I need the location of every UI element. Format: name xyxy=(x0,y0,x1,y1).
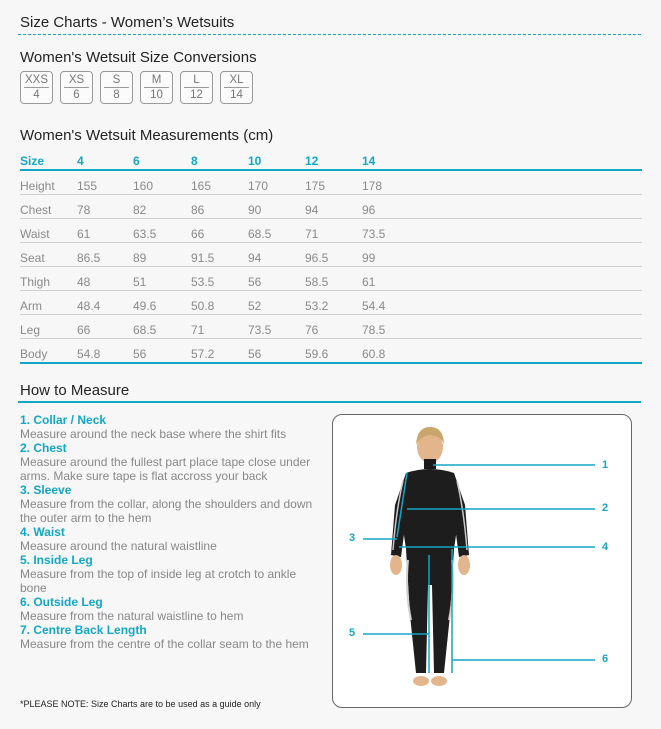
size-number: 8 xyxy=(104,87,129,103)
table-cell: 54.8 xyxy=(77,347,101,361)
table-cell: 99 xyxy=(362,251,376,265)
table-cell: 155 xyxy=(77,179,98,193)
table-cell: 76 xyxy=(305,323,319,337)
size-box-xs xyxy=(60,71,93,104)
column-header: 6 xyxy=(133,154,140,168)
step-title: 1. Collar / Neck xyxy=(20,413,107,427)
table-header-row xyxy=(20,152,642,171)
column-header: 10 xyxy=(248,154,262,168)
table-cell: 175 xyxy=(305,179,326,193)
table-cell: 89 xyxy=(133,251,147,265)
table-cell: Arm xyxy=(20,299,42,313)
size-conversion-boxes xyxy=(20,71,253,104)
table-cell: 49.6 xyxy=(133,299,157,313)
column-header: Size xyxy=(20,154,45,168)
size-chart-note: *PLEASE NOTE: Size Charts are to be used as a guide only xyxy=(20,699,261,709)
measurements-table xyxy=(20,152,642,364)
table-cell: 58.5 xyxy=(305,275,329,289)
step-outside-leg xyxy=(20,595,320,623)
step-title: 2. Chest xyxy=(20,441,67,455)
step-text: Measure from the collar, along the shoulders and down the outer arm to the hem xyxy=(20,497,313,525)
step-text: Measure around the natural waistline xyxy=(20,539,217,553)
table-cell: 160 xyxy=(133,179,154,193)
column-header: 12 xyxy=(305,154,319,168)
conversions-heading: Women's Wetsuit Size Conversions xyxy=(20,49,257,66)
table-cell: 48 xyxy=(77,275,91,289)
table-cell: 57.2 xyxy=(191,347,215,361)
table-cell: 48.4 xyxy=(77,299,101,313)
step-text: Measure from the centre of the collar seam to the hem xyxy=(20,637,309,651)
table-cell: Height xyxy=(20,179,55,193)
step-text: Measure from the top of inside leg at crotch to ankle bone xyxy=(20,567,297,595)
column-header: 8 xyxy=(191,154,198,168)
table-cell: 68.5 xyxy=(133,323,157,337)
wetsuit-figure-illustration xyxy=(333,415,631,707)
step-text: Measure around the neck base where the shirt fits xyxy=(20,427,287,441)
table-cell: Leg xyxy=(20,323,41,337)
table-cell: 60.8 xyxy=(362,347,386,361)
table-cell: 94 xyxy=(305,203,319,217)
size-box-m xyxy=(140,71,173,104)
figure-label-5: 5 xyxy=(349,627,356,639)
figure-label-4: 4 xyxy=(602,541,609,553)
size-number: 12 xyxy=(184,87,209,103)
table-cell: 66 xyxy=(191,227,205,241)
step-title: 3. Sleeve xyxy=(20,483,72,497)
table-cell: 61 xyxy=(77,227,91,241)
size-label: S xyxy=(112,74,121,86)
size-box-l xyxy=(180,71,213,104)
title-divider xyxy=(18,34,641,35)
column-header: 14 xyxy=(362,154,376,168)
table-cell: Seat xyxy=(20,251,45,265)
table-cell: 73.5 xyxy=(362,227,386,241)
table-cell: Chest xyxy=(20,203,52,217)
measurements-heading: Women's Wetsuit Measurements (cm) xyxy=(20,127,274,144)
measurement-steps xyxy=(20,413,320,651)
table-row xyxy=(20,267,642,291)
size-box-xxs xyxy=(20,71,53,104)
table-cell: 61 xyxy=(362,275,376,289)
step-chest xyxy=(20,441,320,483)
figure-label-6: 6 xyxy=(602,653,609,665)
size-label: XXS xyxy=(24,74,48,86)
table-cell: 90 xyxy=(248,203,262,217)
table-row xyxy=(20,243,642,267)
step-waist xyxy=(20,525,320,553)
table-cell: 86.5 xyxy=(77,251,101,265)
table-cell: 86 xyxy=(191,203,205,217)
measurement-figure xyxy=(332,414,632,708)
table-cell: 94 xyxy=(248,251,262,265)
step-centre-back xyxy=(20,623,320,651)
table-cell: 78 xyxy=(77,203,91,217)
size-label: XL xyxy=(229,74,244,86)
table-cell: 78.5 xyxy=(362,323,386,337)
size-label: XS xyxy=(68,74,85,86)
step-text: Measure around the fullest part place tape close under arms. Make sure tape is flat accross your back xyxy=(20,455,311,483)
size-label: L xyxy=(193,74,200,86)
table-row xyxy=(20,291,642,315)
table-row xyxy=(20,195,642,219)
table-cell: 82 xyxy=(133,203,147,217)
table-row xyxy=(20,315,642,339)
column-header: 4 xyxy=(77,154,84,168)
size-number: 4 xyxy=(24,87,49,103)
size-number: 6 xyxy=(64,87,89,103)
table-cell: 91.5 xyxy=(191,251,215,265)
how-to-heading: How to Measure xyxy=(20,382,130,399)
step-inside-leg xyxy=(20,553,320,595)
figure-label-3: 3 xyxy=(349,532,356,544)
how-to-divider xyxy=(18,401,641,403)
table-cell: 71 xyxy=(305,227,319,241)
table-cell: Thigh xyxy=(20,275,51,289)
figure-label-2: 2 xyxy=(602,502,609,514)
step-collar xyxy=(20,413,320,441)
table-cell: 71 xyxy=(191,323,205,337)
table-cell: 178 xyxy=(362,179,383,193)
table-cell: Body xyxy=(20,347,48,361)
table-cell: 56 xyxy=(133,347,147,361)
size-number: 10 xyxy=(144,87,169,103)
table-cell: 63.5 xyxy=(133,227,157,241)
size-label: M xyxy=(151,74,162,86)
table-cell: 51 xyxy=(133,275,147,289)
table-cell: 66 xyxy=(77,323,91,337)
table-cell: 96.5 xyxy=(305,251,329,265)
table-cell: 54.4 xyxy=(362,299,386,313)
table-cell: 56 xyxy=(248,347,262,361)
table-row xyxy=(20,171,642,195)
table-cell: 50.8 xyxy=(191,299,215,313)
step-title: 7. Centre Back Length xyxy=(20,623,147,637)
step-title: 4. Waist xyxy=(20,525,65,539)
table-cell: 59.6 xyxy=(305,347,329,361)
size-box-xl xyxy=(220,71,253,104)
table-cell: 56 xyxy=(248,275,262,289)
table-cell: 165 xyxy=(191,179,212,193)
step-title: 5. Inside Leg xyxy=(20,553,93,567)
table-cell: 96 xyxy=(362,203,376,217)
table-cell: 52 xyxy=(248,299,262,313)
figure-label-1: 1 xyxy=(602,459,609,471)
table-cell: 170 xyxy=(248,179,269,193)
table-row xyxy=(20,339,642,364)
size-number: 14 xyxy=(224,87,249,103)
table-cell: 53.5 xyxy=(191,275,215,289)
table-cell: 53.2 xyxy=(305,299,329,313)
step-text: Measure from the natural waistline to hem xyxy=(20,609,244,623)
table-row xyxy=(20,219,642,243)
step-sleeve xyxy=(20,483,320,525)
table-cell: Waist xyxy=(20,227,50,241)
step-title: 6. Outside Leg xyxy=(20,595,103,609)
table-cell: 73.5 xyxy=(248,323,272,337)
size-box-s xyxy=(100,71,133,104)
page-title: Size Charts - Women’s Wetsuits xyxy=(20,14,235,31)
table-cell: 68.5 xyxy=(248,227,272,241)
